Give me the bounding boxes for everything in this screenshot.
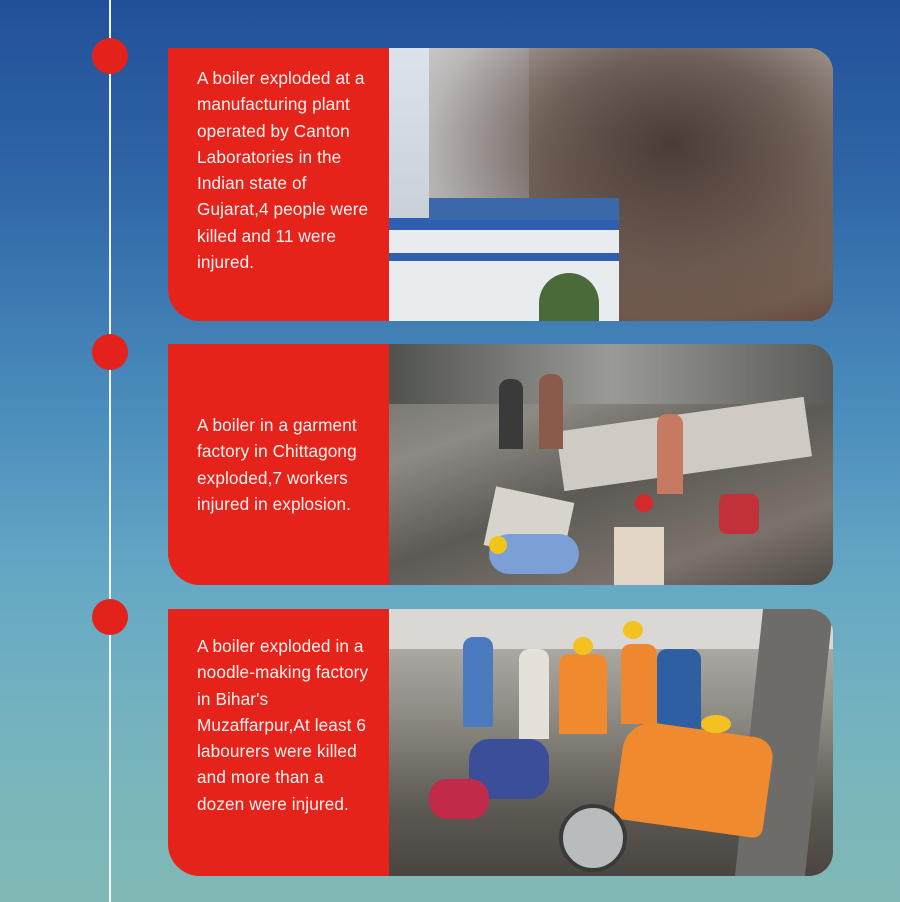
incident-description: A boiler in a garment factory in Chittagong exploded,7 workers injured in explosion. (197, 414, 357, 514)
incident-card-3 (168, 609, 833, 876)
incident-description: A boiler exploded in a noodle-making factory in Bihar's Muzaffarpur,At least 6 labourers were killed and more than a dozen were injured. (197, 636, 369, 814)
incident-card-2 (168, 344, 833, 585)
rescue-workers-in-rubble-photo (389, 344, 833, 585)
incident-text-2 (168, 344, 389, 585)
incident-text-1 (168, 48, 389, 321)
incident-card-1 (168, 48, 833, 321)
timeline-dot-1 (92, 38, 128, 74)
timeline-line (109, 0, 111, 902)
smoke-over-blue-building-photo (389, 48, 833, 321)
timeline-dot-2 (92, 334, 128, 370)
timeline-dot-3 (92, 599, 128, 635)
workers-in-orange-vests-at-debris-photo (389, 609, 833, 876)
incident-text-3 (168, 609, 389, 876)
incident-description: A boiler exploded at a manufacturing plant operated by Canton Laboratories in the Indian state of Gujarat,4 people were killed and 11 were injured. (197, 68, 369, 273)
